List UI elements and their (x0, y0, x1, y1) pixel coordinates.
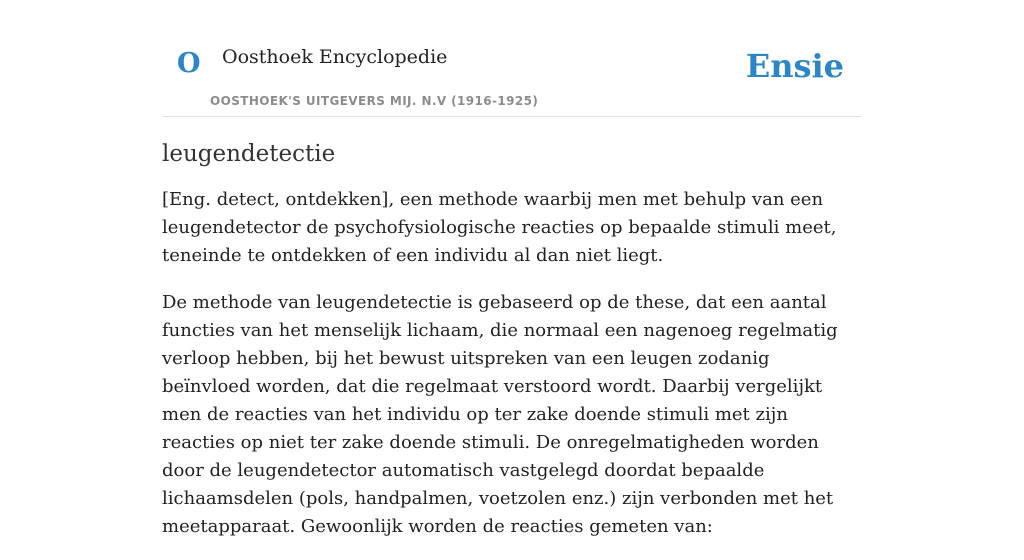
site-title[interactable]: Oosthoek Encyclopedie (222, 46, 448, 68)
publisher-subtitle: OOSTHOEK'S UITGEVERS MIJ. N.V (1916-1925) (210, 94, 539, 108)
article-paragraph: De methode van leugendetectie is gebaseerd op de these, dat een aantal functies van het menselijk lichaam, die normaal een nagenoeg regelmatig verloop hebben, bij het bewust uitspreken van een leugen zodanig beïnvloed worden, dat die regelmaat verstoord wordt. Daarbij vergelijkt men de reacties van het individu op ter zake doende stimuli met zijn reacties op niet ter zake doende stimuli. De onregelmatigheden worden door de leugendetector automatisch vastgelegd doordat bepaalde lichaamsdelen (pols, handpalmen, voetzolen enz.) zijn verbonden met het meetapparaat. Gewoonlijk worden de reacties gemeten van: (162, 292, 838, 537)
site-logo[interactable]: O (177, 48, 201, 79)
article-paragraph: [Eng. detect, ontdekken], een methode waarbij men met behulp van een leugendetector de psychofysiologische reacties op bepaalde stimuli meet, teneinde te ontdekken of een individu al dan niet liegt. (162, 189, 837, 266)
site-header (162, 0, 862, 117)
entry-title: leugendetectie (162, 141, 336, 167)
brand-logo[interactable]: Ensie (745, 47, 844, 85)
article-content (162, 138, 862, 560)
